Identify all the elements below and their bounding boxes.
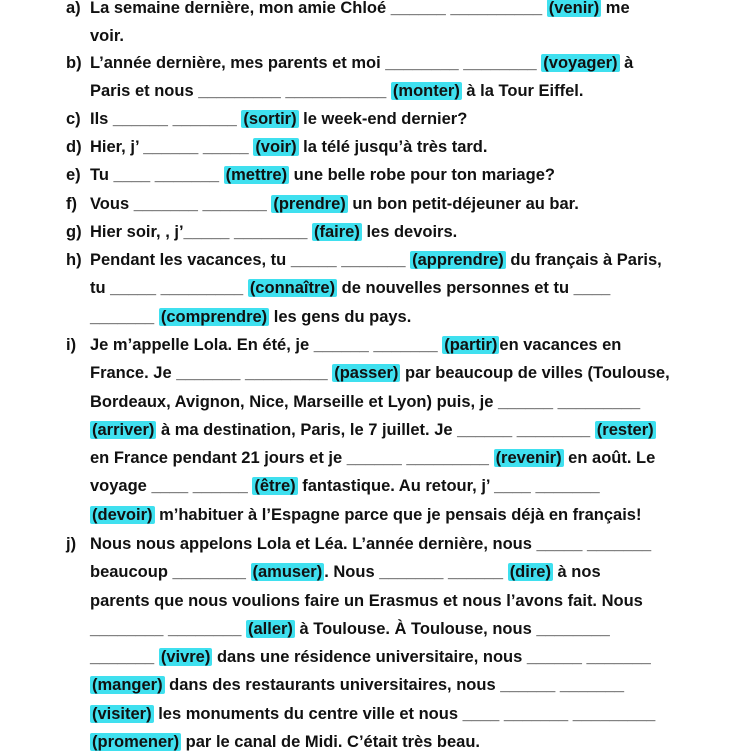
exercise-label: e) — [66, 166, 81, 184]
sentence-text: m’habituer à l’Espagne parce que je pensais déjà en français! — [154, 505, 642, 524]
sentence-text: voir. — [90, 27, 124, 46]
sentence-text: Hier soir, , j’_____ ________ — [90, 223, 313, 241]
verb-highlight: (mettre) — [225, 166, 288, 184]
sentence-text: à nos — [552, 563, 601, 582]
sentence-text: de nouvelles personnes et tu ____ — [337, 279, 611, 298]
exercise-label: d) — [66, 138, 82, 156]
sentence-text: à Toulouse. À Toulouse, nous ________ — [294, 619, 610, 638]
verb-highlight: (connaître) — [249, 279, 336, 298]
verb-highlight: (monter) — [392, 82, 460, 101]
verb-highlight: (promener) — [92, 733, 180, 752]
sentence-text: en France pendant 21 jours et je ______ _________ — [90, 449, 494, 468]
sentence-text: en août. Le — [563, 449, 656, 468]
verb-highlight: (amuser) — [252, 563, 323, 582]
verb-highlight: (dire) — [509, 563, 551, 582]
sentence-text: à la Tour Eiffel. — [461, 82, 584, 101]
verb-highlight: (apprendre) — [412, 251, 504, 269]
verb-highlight: (aller) — [248, 619, 293, 638]
sentence-text: en vacances en — [499, 336, 622, 354]
sentence-text: les monuments du centre ville et nous ____ _______ _________ — [153, 704, 656, 723]
verb-highlight: (partir) — [444, 336, 498, 354]
sentence-text: Ils ______ _______ — [90, 110, 242, 128]
exercise-g — [66, 218, 706, 246]
verb-highlight: (vivre) — [160, 648, 211, 667]
sentence-text: le week-end dernier? — [298, 110, 468, 128]
sentence-text: L’année dernière, mes parents et moi ________ ________ — [90, 54, 542, 72]
sentence-text: les devoirs. — [361, 223, 458, 241]
exercise-e — [66, 161, 706, 189]
sentence-text: parents que nous voulions faire un Erasmus et nous l’avons fait. Nous — [90, 591, 643, 610]
verb-highlight: (visiter) — [92, 704, 152, 723]
exercise-i — [66, 331, 706, 529]
exercise-label: f) — [66, 195, 77, 213]
verb-highlight: (faire) — [314, 223, 360, 241]
exercise-label: h) — [66, 251, 82, 269]
sentence-text: Tu ____ _______ — [90, 166, 224, 184]
sentence-text: fantastique. Au retour, j’ ____ _______ — [297, 477, 600, 496]
sentence-text: Nous nous appelons Lola et Léa. L’année dernière, nous _____ _______ — [90, 535, 652, 553]
exercise-c — [66, 105, 706, 133]
exercise-h — [66, 246, 706, 331]
exercise-label: c) — [66, 110, 81, 128]
sentence-text: France. Je _______ _________ — [90, 364, 333, 383]
sentence-text: tu _____ _________ — [90, 279, 248, 298]
sentence-text: . Nous _______ ______ — [324, 563, 508, 582]
sentence-text: Paris et nous _________ ___________ — [90, 82, 391, 101]
sentence-text: un bon petit-déjeuner au bar. — [347, 195, 579, 213]
sentence-text: Hier, j’ ______ _____ — [90, 138, 254, 156]
verb-highlight: (venir) — [548, 0, 600, 17]
verb-highlight: (comprendre) — [160, 307, 268, 326]
sentence-text: par beaucoup de villes (Toulouse, — [400, 364, 670, 383]
sentence-text: _______ — [90, 307, 159, 326]
sentence-text: une belle robe pour ton mariage? — [289, 166, 555, 184]
sentence-text: ________ ________ — [90, 619, 246, 638]
verb-highlight: (sortir) — [243, 110, 297, 128]
sentence-text: Vous _______ _______ — [90, 195, 272, 213]
exercise-label: b) — [66, 54, 82, 72]
exercise-label: a) — [66, 0, 81, 17]
sentence-text: par le canal de Midi. C’était très beau. — [181, 733, 481, 752]
sentence-text: à — [619, 54, 634, 72]
verb-highlight: (être) — [254, 477, 296, 496]
verb-highlight: (devoir) — [92, 505, 153, 524]
exercise-b — [66, 49, 706, 106]
verb-highlight: (voyager) — [543, 54, 618, 72]
sentence-text: voyage ____ ______ — [90, 477, 253, 496]
verb-highlight: (rester) — [596, 420, 654, 439]
exercise-label: i) — [66, 336, 77, 354]
exercise-label: j) — [66, 535, 77, 553]
sentence-text: Bordeaux, Avignon, Nice, Marseille et Lyon) puis, je ______ _________ — [90, 392, 641, 411]
exercise-a — [66, 0, 706, 51]
verb-highlight: (voir) — [255, 138, 297, 156]
exercise-j — [66, 530, 706, 756]
exercise-f — [66, 190, 706, 218]
verb-highlight: (prendre) — [273, 195, 346, 213]
sentence-text: beaucoup ________ — [90, 563, 251, 582]
sentence-text: me — [601, 0, 630, 17]
sentence-text: dans une résidence universitaire, nous ______ _______ — [212, 648, 651, 667]
sentence-text: Pendant les vacances, tu _____ _______ — [90, 251, 411, 269]
verb-highlight: (arriver) — [92, 420, 155, 439]
verb-highlight: (revenir) — [495, 449, 562, 468]
sentence-text: dans des restaurants universitaires, nous ______ _______ — [164, 676, 625, 695]
sentence-text: du français à Paris, — [505, 251, 662, 269]
sentence-text: la télé jusqu’à très tard. — [298, 138, 488, 156]
exercise-d — [66, 133, 706, 161]
exercise-label: g) — [66, 223, 82, 241]
sentence-text: _______ — [90, 648, 159, 667]
sentence-text: La semaine dernière, mon amie Chloé ______ __________ — [90, 0, 547, 17]
sentence-text: à ma destination, Paris, le 7 juillet. Je ______ ________ — [156, 420, 595, 439]
verb-highlight: (passer) — [334, 364, 399, 383]
verb-highlight: (manger) — [92, 676, 163, 695]
sentence-text: Je m’appelle Lola. En été, je ______ _______ — [90, 336, 443, 354]
sentence-text: les gens du pays. — [269, 307, 412, 326]
